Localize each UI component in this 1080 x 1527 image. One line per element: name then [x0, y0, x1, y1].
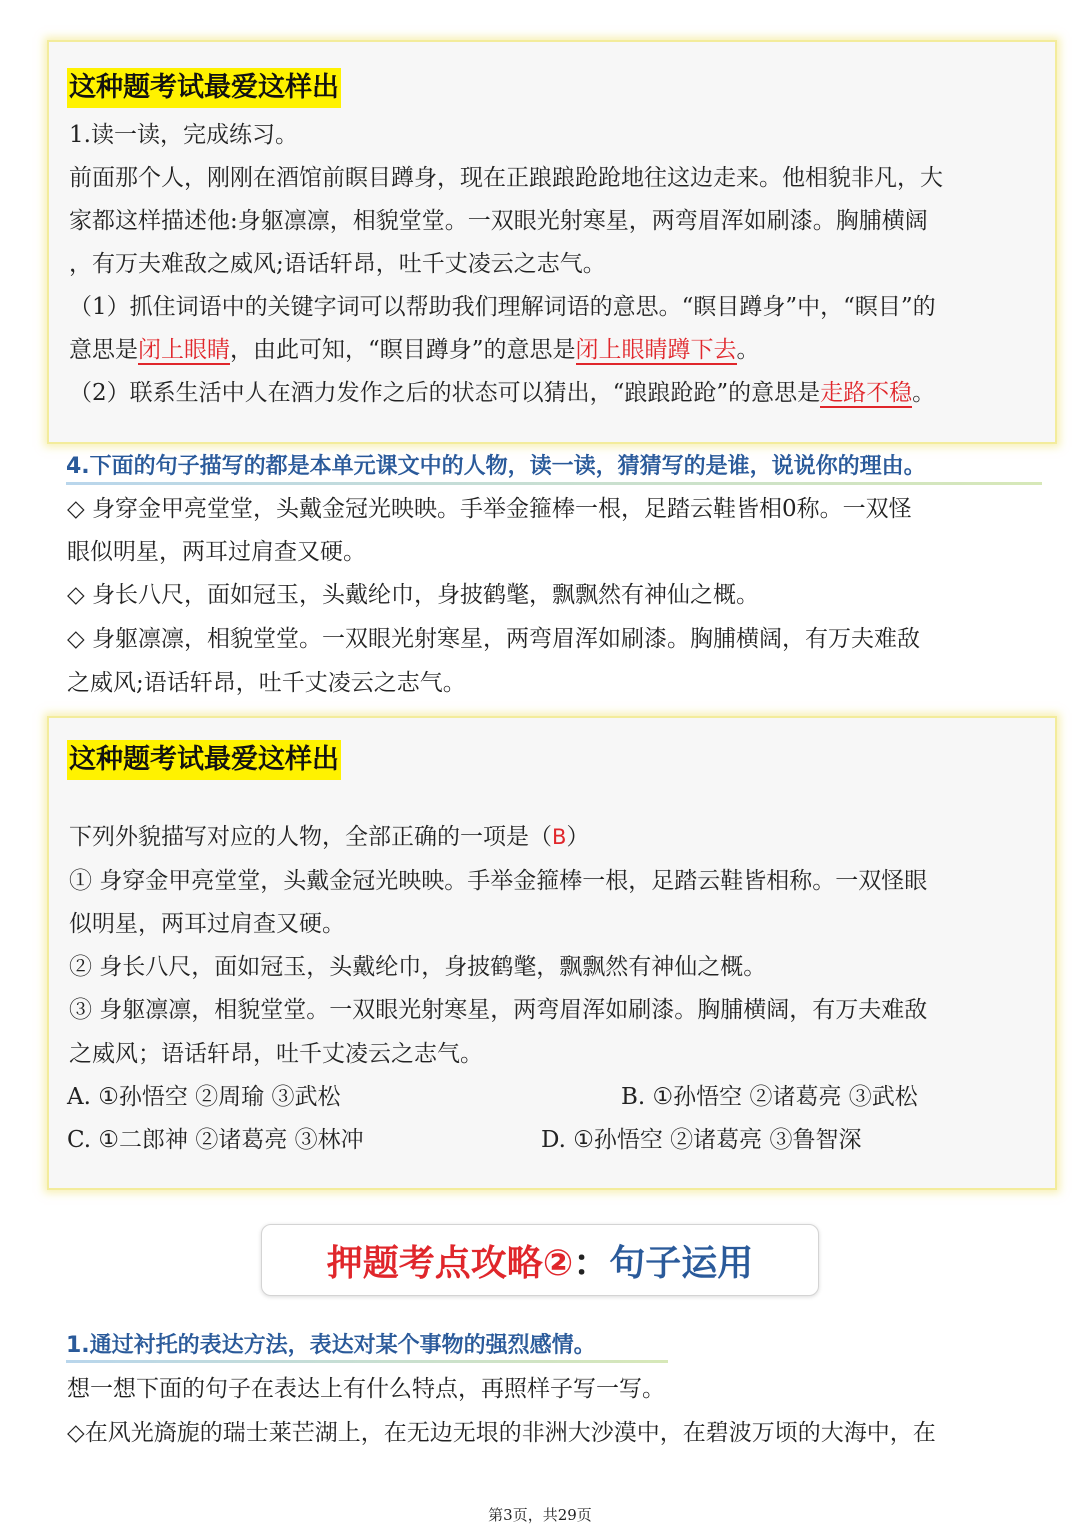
- answer-blank: 闭上眼睛蹲下去: [575, 337, 737, 363]
- question-pre: 下列外貌描写对应的人物，全部正确的一项是（: [69, 824, 552, 850]
- option-passage-line: 之威风；语话轩昂，吐千丈凌云之志气。: [69, 1041, 483, 1067]
- example-line: ◇在风光旖旎的瑞士莱芒湖上，在无边无垠的非洲大沙漠中，在碧波万顷的大海中，在: [67, 1420, 936, 1446]
- option-passage-line: ① 身穿金甲亮堂堂，头戴金冠光映映。手举金箍棒一根，足踏云鞋皆相称。一双怪眼: [69, 868, 928, 894]
- section-4-line: 之威风;语话轩昂，吐千丈凌云之志气。: [67, 670, 466, 696]
- section-4-heading: 4.下面的句子描写的都是本单元课文中的人物，读一读，猜猜写的是谁，说说你的理由。: [66, 454, 926, 479]
- question-line: 1.读一读，完成练习。: [69, 122, 298, 148]
- option-passage-line: ② 身长八尺，面如冠玉，头戴纶巾，身披鹤氅，飘飘然有神仙之概。: [69, 954, 767, 980]
- q2-pre: （2）联系生活中人在酒力发作之后的状态可以猜出，“踉踉跄跄”的意思是: [69, 380, 821, 406]
- question-post: ）: [566, 824, 590, 850]
- subquestion-2: [69, 378, 935, 408]
- subquestion-1-line-1: （1）抓住词语中的关键字词可以帮助我们理解词语的意思。“瞑目蹲身”中，“瞑目”的: [69, 294, 936, 320]
- q1-end: 。: [736, 337, 760, 363]
- box-title: 这种题考试最爱这样出: [67, 68, 341, 108]
- banner-title-red: 押题考点攻略②: [326, 1242, 574, 1284]
- heading-underline: [66, 1360, 668, 1363]
- q2-end: 。: [912, 380, 936, 406]
- banner-colon: ：: [573, 1242, 610, 1284]
- option-passage-line: 似明星，两耳过肩查又硬。: [69, 911, 345, 937]
- q1-mid: ，由此可知，“瞑目蹲身”的意思是: [230, 337, 576, 363]
- section-4-line: 眼似明星，两耳过肩查又硬。: [67, 539, 366, 565]
- answer-letter: B: [552, 825, 567, 849]
- page-number: 第3页，共29页: [488, 1506, 592, 1524]
- section-4-line: ◇ 身躯凛凛，相貌堂堂。一双眼光射寒星，两弯眉浑如刷漆。胸脯横阔，有万夫难敌: [67, 626, 920, 652]
- section-heading: 1.通过衬托的表达方法，表达对某个事物的强烈感情。: [66, 1333, 596, 1358]
- choice-b: B. ①孙悟空 ②诸葛亮 ③武松: [621, 1084, 918, 1110]
- passage-line: ，有万夫难敌之威风;语话轩昂，吐千丈凌云之志气。: [69, 251, 606, 277]
- answer-blank: 走路不稳: [820, 380, 913, 406]
- banner-title-blue: 句子运用: [609, 1242, 754, 1284]
- question-line: [69, 822, 589, 852]
- answer-blank: 闭上眼睛: [138, 337, 230, 363]
- q1-pre: 意思是: [69, 337, 138, 363]
- section-4-line: ◇ 身穿金甲亮堂堂，头戴金冠光映映。手举金箍棒一根，足踏云鞋皆相0称。一双怪: [67, 496, 912, 522]
- section-4-line: ◇ 身长八尺，面如冠玉，头戴纶巾，身披鹤氅，飘飘然有神仙之概。: [67, 582, 759, 608]
- choice-c: C. ①二郎神 ②诸葛亮 ③林冲: [67, 1127, 364, 1153]
- subquestion-1-line-2: [69, 335, 760, 365]
- section-banner: [261, 1224, 819, 1296]
- passage-line: 家都这样描述他:身躯凛凛，相貌堂堂。一双眼光射寒星，两弯眉浑如刷漆。胸脯横阔: [69, 208, 928, 234]
- choice-a: A. ①孙悟空 ②周瑜 ③武松: [67, 1084, 341, 1110]
- option-passage-line: ③ 身躯凛凛，相貌堂堂。一双眼光射寒星，两弯眉浑如刷漆。胸脯横阔，有万夫难敌: [69, 997, 928, 1023]
- exam-box-1: [47, 40, 1057, 444]
- choice-d: D. ①孙悟空 ②诸葛亮 ③鲁智深: [541, 1127, 862, 1153]
- instruction-line: 想一想下面的句子在表达上有什么特点，再照样子写一写。: [67, 1376, 665, 1402]
- box-title: 这种题考试最爱这样出: [67, 740, 341, 780]
- passage-line: 前面那个人，刚刚在酒馆前瞑目蹲身，现在正踉踉跄跄地往这边走来。他相貌非凡，大: [69, 165, 943, 191]
- heading-underline: [66, 482, 1042, 485]
- exam-box-2: [47, 716, 1057, 1190]
